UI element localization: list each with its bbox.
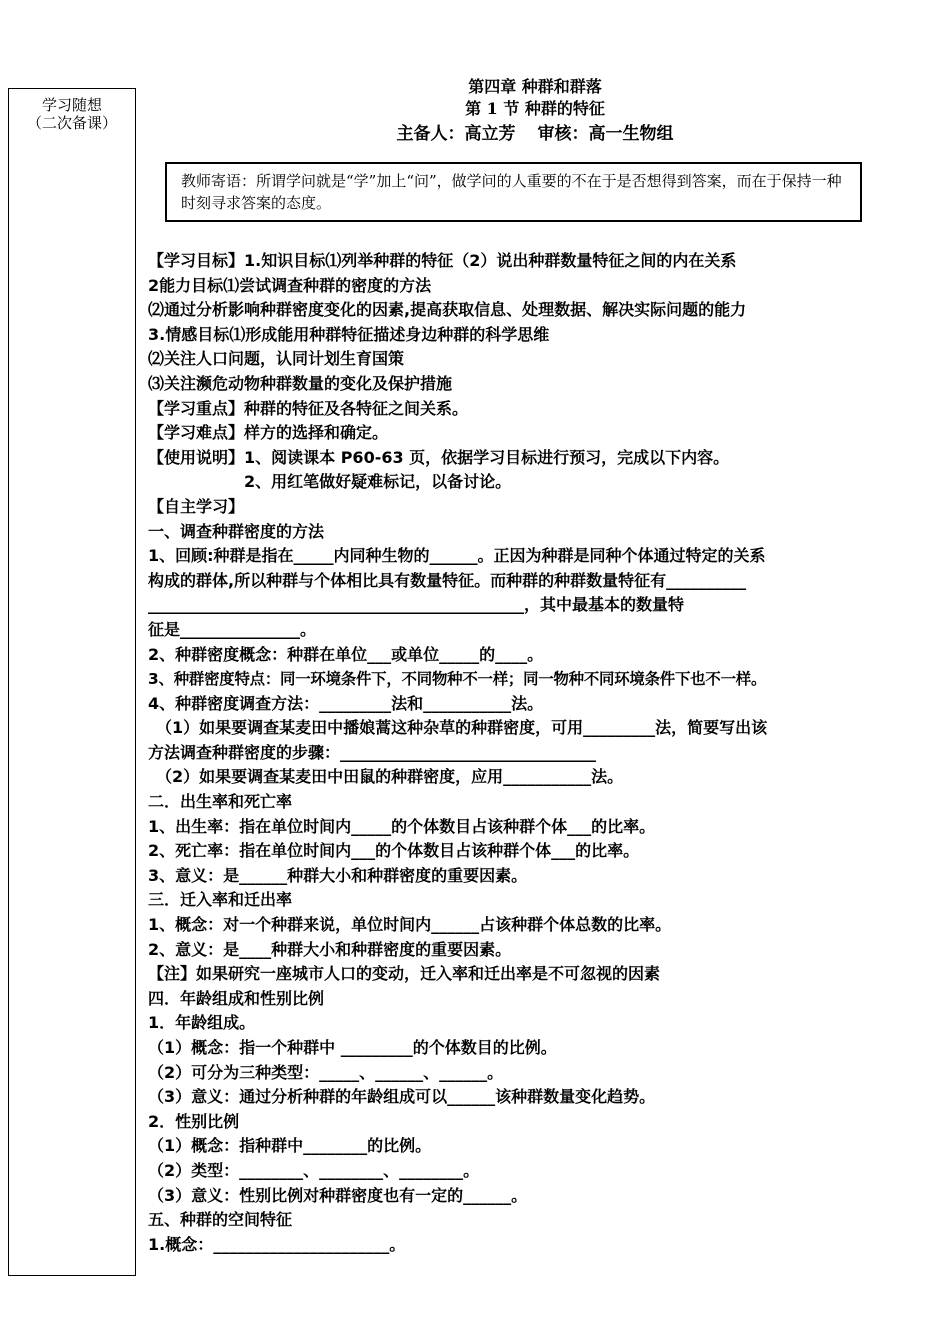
notes-title-line2: （二次备课）: [26, 114, 117, 132]
worksheet-content: [148, 249, 888, 1257]
content-line: 2、意义：是____种群大小和种群密度的重要因素。: [148, 939, 512, 959]
reviewer: 审核：高一生物组: [537, 124, 674, 144]
content-line: 征是_______________。: [148, 619, 317, 639]
content-line: ⑵通过分析影响种群密度变化的因素,提高获取信息、处理数据、解决实际问题的能力: [148, 300, 747, 320]
content-line: 构成的群体,所以种群与个体相比具有数量特征。而种群的种群数量特征有__________: [148, 570, 747, 590]
content-line: 方法调查种群密度的步骤：________________________________: [148, 742, 597, 762]
section-title: 第 1 节 种群的特征: [465, 99, 605, 118]
content-line: （3）意义：性别比例对种群密度也有一定的______。: [148, 1185, 528, 1205]
content-line: 【自主学习】: [148, 496, 245, 516]
content-line: ⑶关注濒危动物种群数量的变化及保护措施: [148, 373, 453, 393]
content-line: 1.概念：______________________。: [148, 1234, 406, 1254]
content-line: （1）概念：指一个种群中 _________的个体数目的比例。: [148, 1038, 557, 1057]
content-line: 1、概念：对一个种群来说，单位时间内______占该种群个体总数的比率。: [148, 915, 672, 935]
teacher-message-box: [165, 162, 862, 222]
document-header: [150, 76, 920, 146]
content-line: （1）如果要调查某麦田中播娘蒿这种杂草的种群密度，可用_________法，简要写出该: [148, 718, 768, 738]
content-line: 五、种群的空间特征: [148, 1210, 293, 1230]
content-line: （2）如果要调查某麦田中田鼠的种群密度，应用___________法。: [148, 767, 624, 787]
content-line: ⑵关注人口问题，认同计划生育国策: [148, 349, 405, 369]
author-line: [150, 122, 920, 146]
content-line: （2）可分为三种类型：_____、______、______。: [148, 1062, 504, 1082]
content-line: 2、种群密度概念：种群在单位___或单位_____的____。: [148, 644, 544, 664]
notes-title-line1: 学习随想: [41, 96, 102, 114]
content-line: 二．出生率和死亡率: [148, 792, 293, 812]
content-line: 【注】如果研究一座城市人口的变动，迁入率和迁出率是不可忽视的因素: [148, 964, 661, 984]
content-line: 三．迁入率和迁出率: [148, 890, 293, 910]
teacher-message: 教师寄语：所谓学问就是“学”加上“问”，做学问的人重要的不在于是否想得到答案，而在于保持一种时刻寻求答案的态度。: [181, 172, 842, 212]
content-line: 4、种群密度调查方法：_________法和___________法。: [148, 693, 544, 713]
content-line: 2．性别比例: [148, 1111, 240, 1131]
content-line: 3.情感目标⑴形成能用种群特征描述身边种群的科学思维: [148, 324, 550, 344]
content-line: （3）意义：通过分析种群的年龄组成可以______该种群数量变化趋势。: [148, 1087, 656, 1107]
author: 主备人：高立芳: [396, 124, 516, 144]
content-line: 1、回顾:种群是指在_____内同种生物的______。正因为种群是同种个体通过特定的关系: [148, 546, 766, 566]
content-line: 1、出生率：指在单位时间内_____的个体数目占该种群个体___的比率。: [148, 816, 656, 836]
content-line: 一、调查种群密度的方法: [148, 521, 325, 541]
content-line: 3、意义：是______种群大小和种群密度的重要因素。: [148, 865, 528, 885]
content-line: 2、死亡率：指在单位时间内___的个体数目占该种群个体___的比率。: [148, 841, 640, 861]
content-line: 2能力目标⑴尝试调查种群的密度的方法: [148, 275, 432, 295]
content-line: 【学习目标】1.知识目标⑴列举种群的特征（2）说出种群数量特征之间的内在关系: [148, 251, 737, 270]
content-line: 1．年龄组成。: [148, 1013, 256, 1033]
content-line: （1）概念：指种群中________的比例。: [148, 1136, 432, 1156]
notes-column: [8, 88, 136, 1276]
content-line: （2）类型：________、________、________。: [148, 1160, 480, 1180]
content-line: _______________________________________________，其中最基本的数量特: [148, 595, 685, 615]
content-line: 【学习难点】样方的选择和确定。: [148, 423, 389, 443]
content-line: 3、种群密度特点：同一环境条件下，不同物种不一样；同一物种不同环境条件下也不一样。: [148, 670, 767, 689]
content-line: 【学习重点】种群的特征及各特征之间关系。: [148, 398, 469, 418]
chapter-title: 第四章 种群和群落: [468, 77, 602, 96]
content-line: 【使用说明】1、阅读课本 P60-63 页，依据学习目标进行预习，完成以下内容。: [148, 447, 730, 467]
content-line: 四．年龄组成和性别比例: [148, 988, 325, 1008]
content-line: 2、用红笔做好疑难标记，以备讨论。: [148, 472, 512, 492]
notes-column-title: [9, 96, 135, 132]
